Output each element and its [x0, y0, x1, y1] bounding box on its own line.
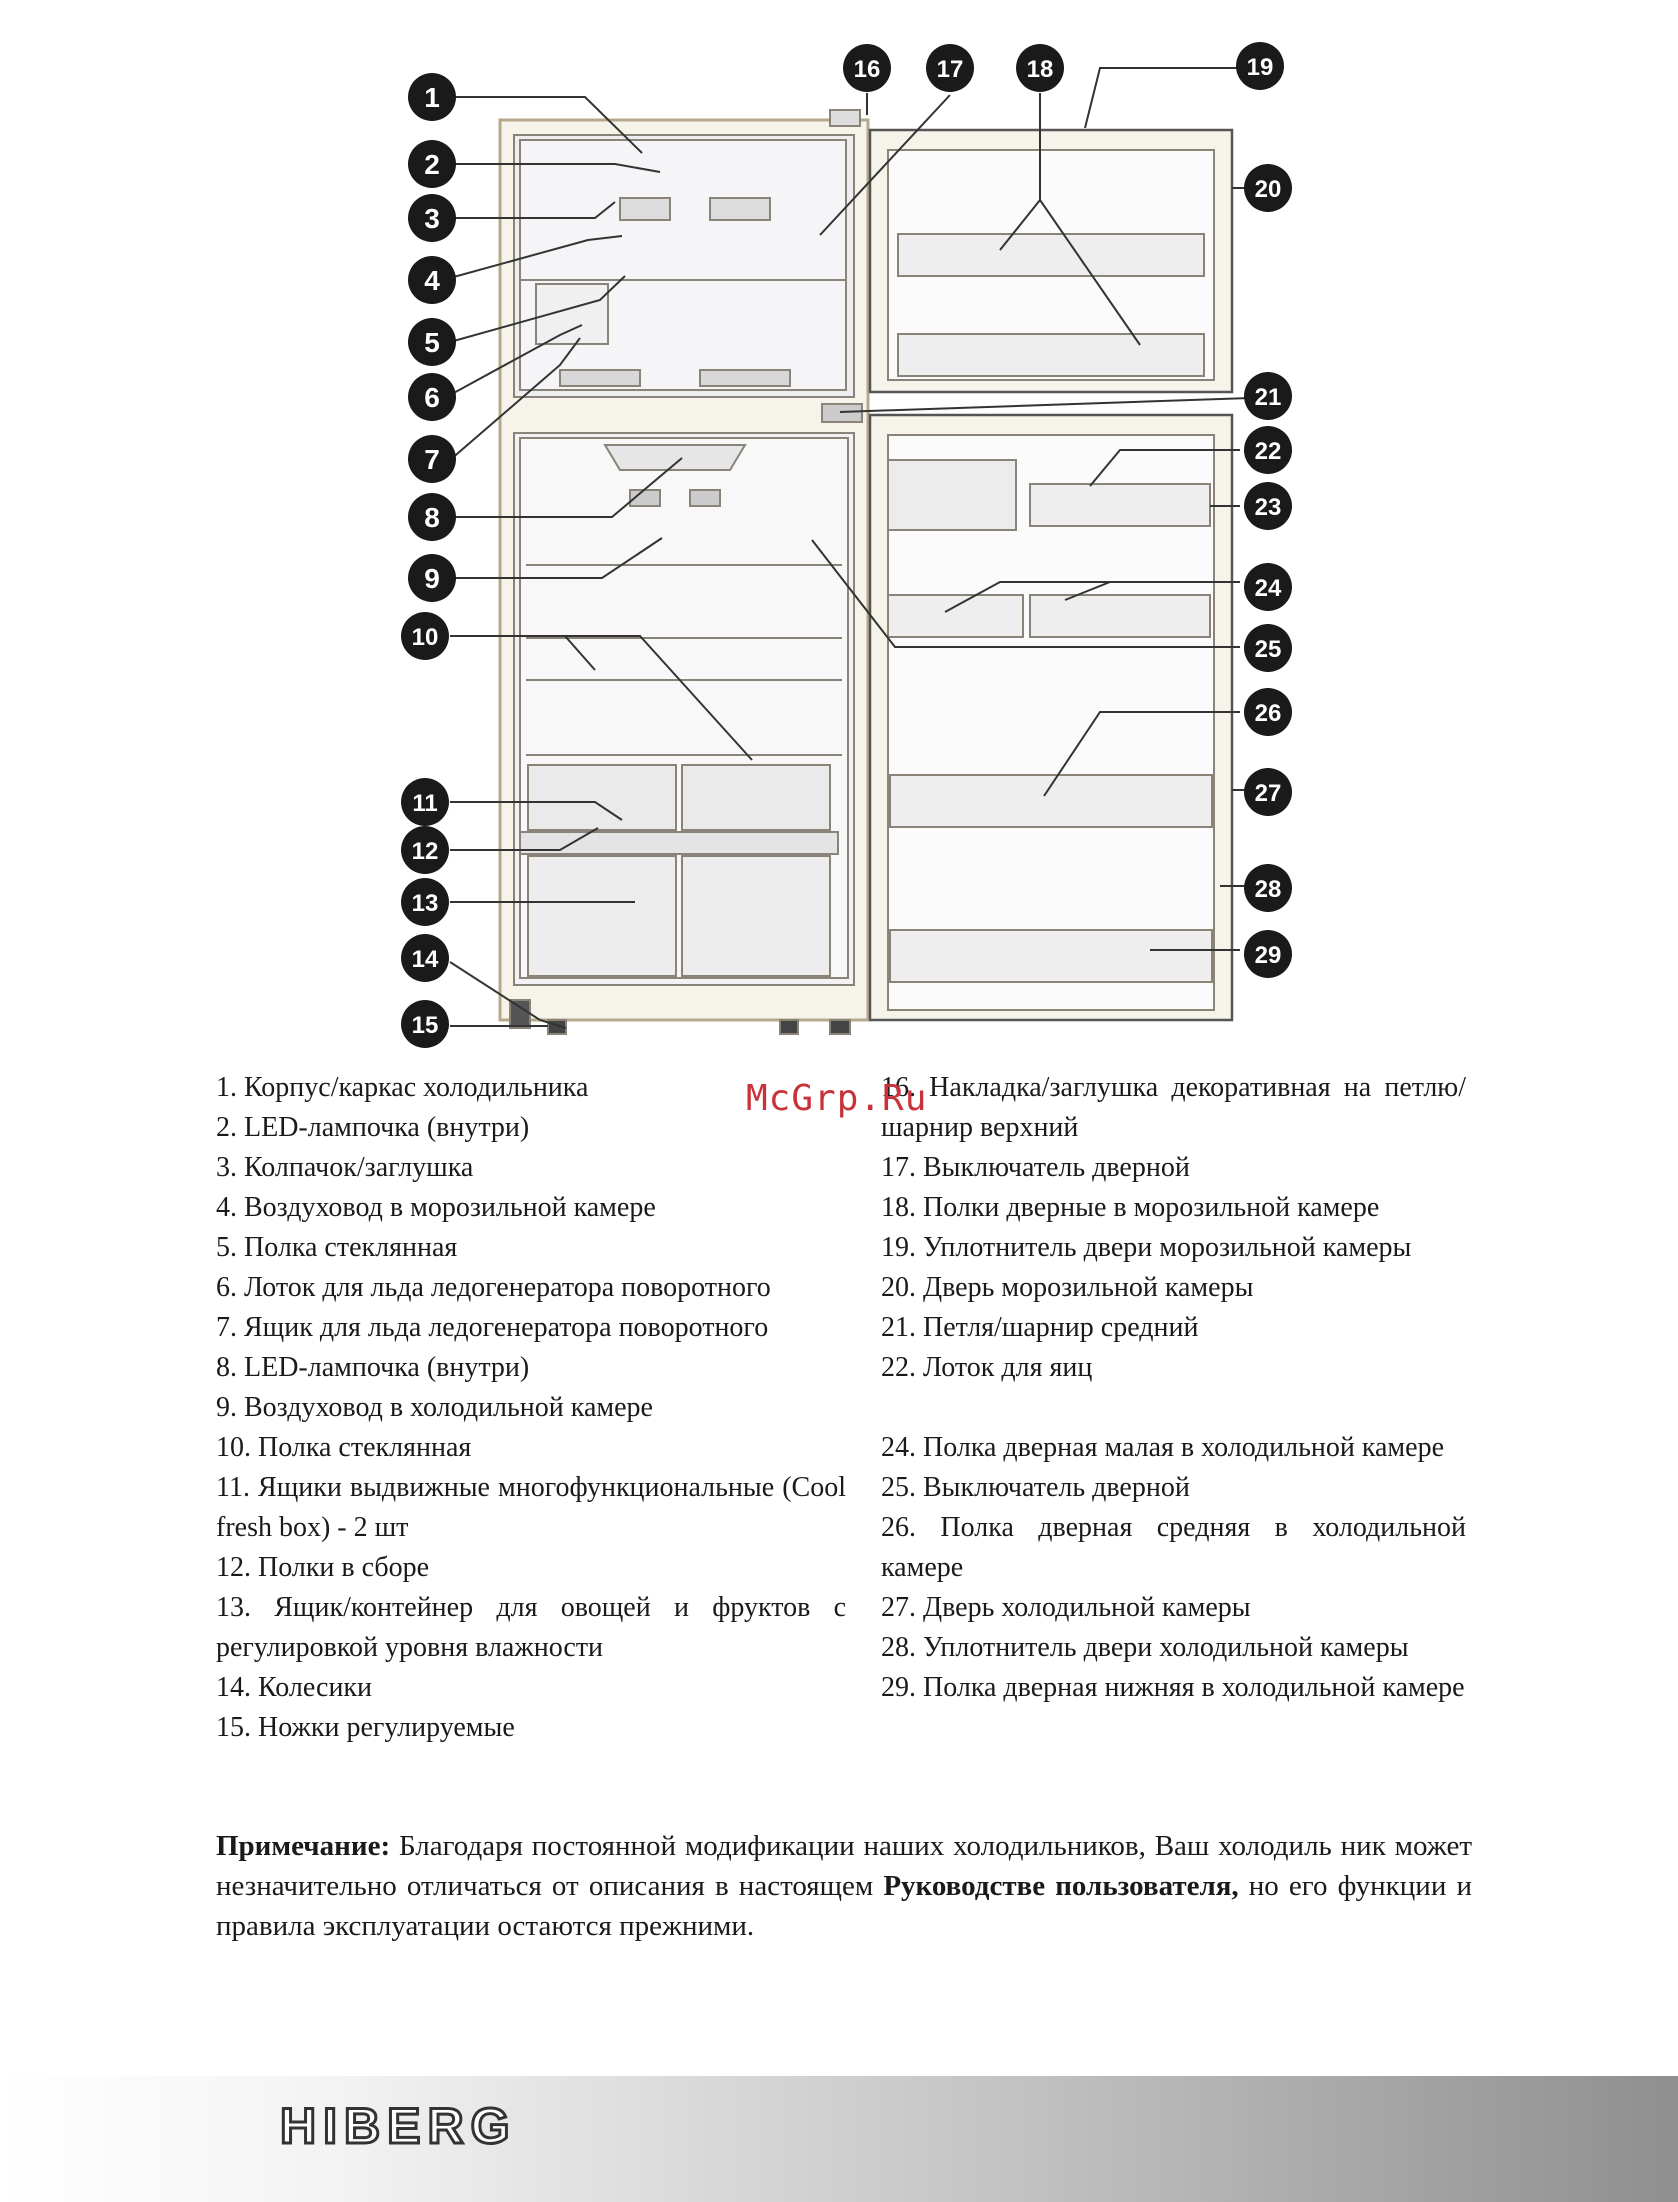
- legend-item: 17. Выключатель дверной: [881, 1152, 1190, 1183]
- legend-item: 10. Полка стеклянная: [216, 1432, 472, 1463]
- svg-text:23: 23: [1254, 494, 1282, 521]
- callout-3: [408, 194, 456, 242]
- callout-9: [408, 554, 456, 602]
- callout-17: [926, 44, 974, 92]
- legend-item: 3. Колпачок/заглушка: [216, 1152, 474, 1183]
- note-paragraph: [216, 1826, 1472, 1946]
- callout-21: [1244, 372, 1292, 420]
- note-text: Благодаря постоянной модификации наших холодильников, Ваш холодиль ник может незначительно отличаться от описания в настоящем: [216, 1830, 1472, 1902]
- svg-text:9: 9: [424, 563, 440, 594]
- legend-gap: [881, 1388, 1466, 1428]
- callout-4: [408, 256, 456, 304]
- svg-text:22: 22: [1254, 438, 1282, 465]
- brand-logo: HIBERG: [280, 2098, 517, 2154]
- callout-6: [408, 373, 456, 421]
- svg-text:24: 24: [1254, 575, 1282, 602]
- svg-text:10: 10: [411, 624, 439, 651]
- legend-item: 13. Ящик/контейнер для овощей и фруктов с регулировкой уровня влажности: [216, 1592, 846, 1663]
- legend-item: 29. Полка дверная нижняя в холодильной камере: [881, 1672, 1465, 1703]
- footer-bar: [0, 2076, 1678, 2202]
- legend-item: 16. Накладка/заглушка декоративная на петлю/шарнир верхний: [881, 1072, 1466, 1143]
- legend-item: 2. LED-лампочка (внутри): [216, 1112, 530, 1143]
- callout-24: [1244, 563, 1292, 611]
- callout-22: [1244, 426, 1292, 474]
- svg-text:13: 13: [411, 890, 439, 917]
- legend-item: 7. Ящик для льда ледогенератора поворотного: [216, 1312, 769, 1343]
- callout-15: [401, 1000, 449, 1048]
- callout-8: [408, 493, 456, 541]
- svg-text:12: 12: [411, 838, 439, 865]
- svg-text:27: 27: [1254, 780, 1282, 807]
- callout-18: [1016, 44, 1064, 92]
- legend-item: 27. Дверь холодильной камеры: [881, 1592, 1251, 1623]
- callout-10: [401, 612, 449, 660]
- legend-item: 20. Дверь морозильной камеры: [881, 1272, 1254, 1303]
- svg-text:16: 16: [853, 56, 881, 83]
- svg-text:28: 28: [1254, 876, 1282, 903]
- callout-1: [408, 73, 456, 121]
- watermark: McGrp.Ru: [746, 1078, 928, 1119]
- svg-text:15: 15: [411, 1012, 439, 1039]
- callout-27: [1244, 768, 1292, 816]
- legend-item: 14. Колесики: [216, 1672, 373, 1703]
- callout-7: [408, 435, 456, 483]
- callout-11: [401, 778, 449, 826]
- svg-text:26: 26: [1254, 700, 1282, 727]
- svg-text:6: 6: [424, 382, 440, 413]
- svg-text:17: 17: [936, 56, 964, 83]
- callout-26: [1244, 688, 1292, 736]
- svg-text:2: 2: [424, 149, 440, 180]
- callout-12: [401, 826, 449, 874]
- callout-25: [1244, 624, 1292, 672]
- refrigerator-diagram: [0, 0, 1678, 1060]
- legend-item: 12. Полки в сборе: [216, 1552, 430, 1583]
- svg-text:20: 20: [1254, 176, 1282, 203]
- note-label: Примечание:: [216, 1830, 391, 1862]
- note-text-end: но его функции и правила эксплуатации остаются прежними.: [216, 1870, 1472, 1942]
- legend-item: 21. Петля/шарнир средний: [881, 1312, 1199, 1343]
- callout-16: [843, 44, 891, 92]
- svg-text:11: 11: [412, 790, 438, 817]
- svg-text:21: 21: [1254, 384, 1282, 411]
- callout-23: [1244, 482, 1292, 530]
- svg-text:14: 14: [411, 946, 439, 973]
- callout-28: [1244, 864, 1292, 912]
- legend-item: 9. Воздуховод в холодильной камере: [216, 1392, 653, 1423]
- svg-text:25: 25: [1254, 636, 1282, 663]
- svg-text:3: 3: [424, 203, 440, 234]
- legend-item: 25. Выключатель дверной: [881, 1472, 1190, 1503]
- callout-13: [401, 878, 449, 926]
- svg-text:18: 18: [1026, 56, 1054, 83]
- svg-text:8: 8: [424, 502, 440, 533]
- svg-text:1: 1: [424, 82, 440, 113]
- legend-item: 22. Лоток для яиц: [881, 1352, 1093, 1383]
- svg-text:19: 19: [1246, 54, 1274, 81]
- legend-item: 1. Корпус/каркас холодильника: [216, 1072, 589, 1103]
- callout-14: [401, 934, 449, 982]
- legend-item: 24. Полка дверная малая в холодильной камере: [881, 1432, 1445, 1463]
- legend-item: 6. Лоток для льда ледогенератора поворотного: [216, 1272, 771, 1303]
- callout-2: [408, 140, 456, 188]
- note-bold-text: Руководстве пользователя,: [883, 1870, 1239, 1902]
- svg-text:4: 4: [424, 265, 440, 296]
- svg-text:7: 7: [424, 444, 440, 475]
- callout-19: [1236, 42, 1284, 90]
- legend-right: [881, 1068, 1466, 1708]
- callout-5: [408, 318, 456, 366]
- legend-item: 15. Ножки регулируемые: [216, 1712, 515, 1743]
- callout-20: [1244, 164, 1292, 212]
- callout-29: [1244, 930, 1292, 978]
- legend-item: 8. LED-лампочка (внутри): [216, 1352, 530, 1383]
- svg-text:29: 29: [1254, 942, 1282, 969]
- legend-item: 4. Воздуховод в морозильной камере: [216, 1192, 656, 1223]
- legend-item: 11. Ящики выдвижные многофункциональные (Cool fresh box) - 2 шт: [216, 1472, 846, 1543]
- doors: [822, 110, 1232, 1020]
- legend-left: [216, 1068, 846, 1748]
- legend-item: 28. Уплотнитель двери холодильной камеры: [881, 1632, 1409, 1663]
- legend-item: 5. Полка стеклянная: [216, 1232, 458, 1263]
- svg-text:5: 5: [424, 327, 440, 358]
- legend-item: 18. Полки дверные в морозильной камере: [881, 1192, 1380, 1223]
- legend-item: 19. Уплотнитель двери морозильной камеры: [881, 1232, 1412, 1263]
- legend-item: 26. Полка дверная средняя в холодильной камере: [881, 1512, 1466, 1583]
